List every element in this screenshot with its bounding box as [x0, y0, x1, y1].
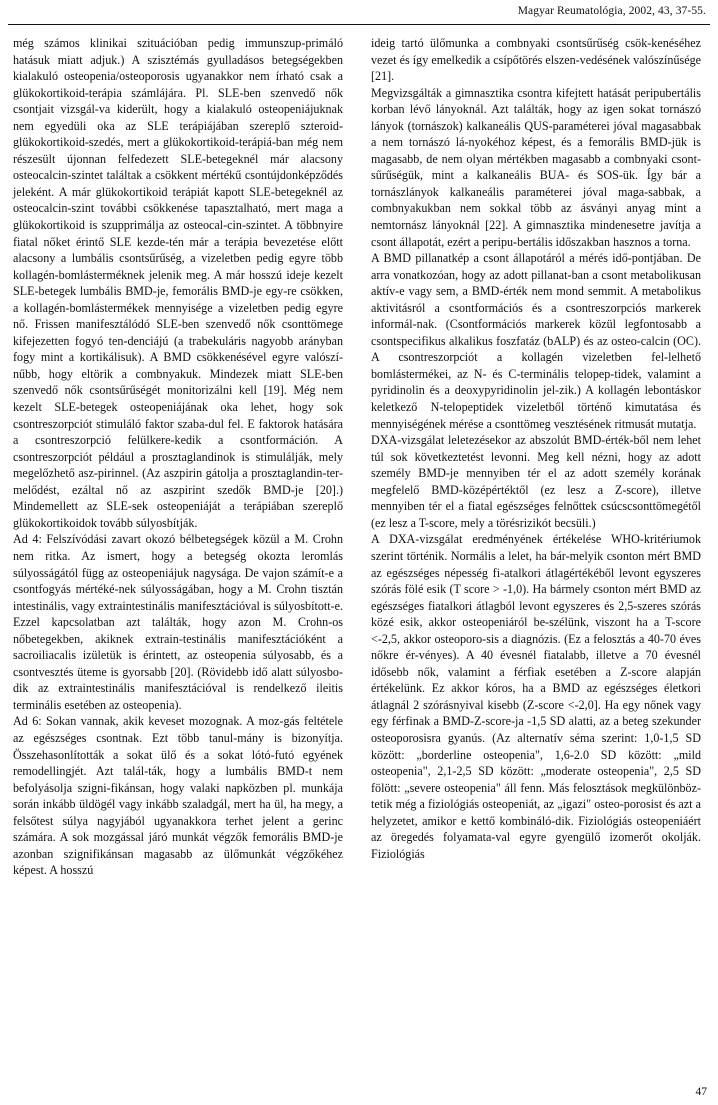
header-rule: [8, 24, 710, 25]
right-paragraph-4: DXA-vizsgálat leletezésekor az abszolút BMD-érték-ből nem lehet túl sok következtetést levonni. Meg kell nézni, hogy az adott személy BMD-je mennyiben tér el az adott személy korának megfelelő BMD-középértéktől (ez lesz a Z-score), illetve mennyiben tér el a fiatal egészséges felnőttek csúcscsonttömegétől (ez lesz a T-score, mely a törésrizikót becsüli.): [371, 433, 701, 530]
right-paragraph-3: A BMD pillanatkép a csont állapotáról a mérés idő-pontjában. De arra vonatkozóan, hogy az adott pillanat-ban a csont metabolikusan aktív-e vagy sem, a BMD-érték nem mond semmit. A metabolikus aktivitásról a csontformációs és a csontreszorpciós markerek informál-nak. (Csontformációs markerek közül legfontosabb a csontspecifikus alkalikus foszfatáz (bALP) és az osteo-calcin (OC). A csontreszorpciót a kollagén vizeletben fel-lelhető bomlástermékei, az N- és C-terminális telopep-tidek, valamint a pyridinolin és a deoxypyridinolin jel-zik.) A kollagén lebontáskor keletkező N-telopeptidek vizeletből történő kimutatása és mennyiségének mérése a csonttömeg vesztésének ritmusát mutatja.: [371, 251, 701, 431]
right-paragraph-5: A DXA-vizsgálat eredményének értékelése WHO-kritériumok szerint történik. Normális a lelet, ha bár-melyik csonton mért BMD az egészséges népesség fi-atalkori átlagértékéből levont egyszeres szórás fölé esik (T score > -1,0). Ha bármely csonton mért BMD az egészséges fiatalkori átlagból levont egyszeres és 2,5-szeres szórás közé esik, akkor osteopeniáról be-szélünk, viszont ha a T-score <-2,5, akkor osteoporo-sis a diagnózis. (Ez a felosztás a 40-70 éves nőkre ér-vényes). A 40 évesnél fiatalabb, illetve a 70 évesnél idősebb nők, valamint a férfiak esetében a Z-score alapján értékelünk. Ez akkor kóros, ha a BMD az egészséges életkori átlagnál 2 szórásnyival kisebb (Z-score <-2,0]. Ha egy nőnek vagy egy férfinak a BMD-Z-score-ja -1,5 SD alatti, az a beteg szekunder osteoporosisra gyanús. (Az alternatív séma szerint: 1,0-1,5 SD között: „borderline osteopenia", 1,6-2.0 SD között: „mild osteopenia", 2,1-2,5 SD között: „moderate osteopenia", 2,5 SD fölött: „severe osteopenia" áll fenn. Más felosztások megkülönböz-tetik még a fiziológiás osteopeniát, az „igazi" osteo-porosist és azt a helyzetet, amikor e kettő kombináló-dik. Fiziológiás osteopeniáért az öregedés folyamata-val egyre gyengülő izomerőt okolják. Fiziológiás: [371, 532, 701, 861]
page-number: 47: [695, 1086, 707, 1098]
left-column: [13, 35, 343, 879]
right-column: [371, 35, 701, 862]
right-paragraph-1: ideig tartó ülőmunka a combnyaki csontsűrűség csök-kenéséhez vezet és így emelkedik a csípőtörés elszen-vedésének valószínűsége [21].: [371, 36, 701, 84]
right-paragraph-2: Megvizsgálták a gimnasztika csontra kifejtett hatását peripubertális korban lévő lányoknál. Azt találták, hogy az igen sokat tornászó lányok (tornászok) kalkaneális QUS-paraméterei jóval magasabbak a nem tornászó lá-nyokéhoz képest, és a femorális BMD-jük is magasabb, de nem olyan mértékben magasabb a combnyaki csont-sűrűségük, mint a kalkaneális BUA- és SOS-ük. Így bár a tornászlányok kalkaneális paraméterei jóval maga-sabbak, a combnyakukban nem sokkal több az ásványi anyag mint a nemtornász lányoknál [22]. A gimnasztika mindenesetre javítja a csont állapotát, ezért a peripu-bertális időszakban hasznos a torna.: [371, 85, 701, 249]
left-paragraph-2: Ad 4: Felszívódási zavart okozó bélbetegségek közül a M. Crohn nem ritka. Az ismert, hogy a betegség okozta leromlás súlyosságától függ az osteopeniájuk nagysága. De vajon számít-e a csontfogyás mértéké-nek súlyosságában, hogy a M. Crohn tisztán intestinális, vagy extraintestinális manifesztációval is súlyosbított-e. Ezzel kapcsolatban azt találták, hogy azon M. Crohn-os nőbetegekben, akiknek extrain-testinális manifesztációként a sacroiliacalis izületük is érintett, az osteopenia súlyosabb, és a csontvesztés üteme is gyorsabb [20]. (Rövidebb idő alatt súlyosbo-dik az extraintestinális manifesztációval is rendelkező ileitis terminális esetében az osteopenia).: [13, 532, 343, 712]
running-header-citation: Magyar Reumatológia, 2002, 43, 37-55.: [517, 5, 706, 17]
left-paragraph-3: Ad 6: Sokan vannak, akik keveset mozognak. A moz-gás feltétele az egészséges csontnak. Ezt több tanul-mány is bizonyítja. Összehasonlították a sokat ülő és a sokat lótó-futó egyének remodellingjét. Azt talál-ták, hogy a lumbális BMD-t nem befolyásolja szigni-fikánsan, hogy valaki napközben pl. munkája során inkább üldögél vagy inkább szaladgál, mert ha ül, ha megy, a felsőtest súlya nagyjából ugyanakkora terhet jelent a gerinc számára. A sok mozgással járó munkát végzők femorális BMD-je azonban szignifikánsan magasabb az ülőmunkát végzőkéhez képest. A hosszú: [13, 714, 343, 878]
left-paragraph-1: még számos klinikai szituációban pedig immunszup-primáló hatásuk miatt adjuk.) A szisztémás gyulladásos betegségekben kialakuló osteopenia/osteoporosis ugyanakkor nem írható csak a glükokortikoid-terápia számlájára. Pl. SLE-ben szenvedő nők csontjait vizsgál-va kiderült, hogy a kialakuló osteopeniájuknak nem egyedüli oka az SLE terápiájában szereplő szteroid-glükokortikoid-szedés, mert a glükokortikoid-terápiá-ban még nem részesült újonnan felfedezett SLE-betegeknél már alacsony osteocalcin-szintet találtak a csökkent mértékű csontújdonképződés jeleként. A már glükokortikoid terápiát kapott SLE-betegeknél az osteocalcin-szint további csökkenése tapasztalható, mert maga a glükokortikoid is szupprimálja az osteocal-cin-szintet. A többnyire fiatal nőket érintő SLE kezde-tén már a terápia bevezetése előtt alacsony a lumbális csontsűrűség, a vizeletben pedig egyre több kollagén-bomlásterméknek jelenik meg. A már hosszú ideje kezelt SLE-betegek lumbális BMD-je, femorális BMD-je egy-re csökken, a kollagén-bomlástermékek mennyisége a vizeletben pedig egyre nő. Frissen manifesztálódó SLE-ben szenvedő nők csonttömege kifejezetten fogyó ten-denciájú (a trabekuláris nagyobb arányban fogy mint a kortikálisuk). A BMD csökkenésével egyre valószí-nűbb, hogy eltörik a combnyakuk. Mindezek miatt SLE-ben szenvedő nők csontsűrűségét monitorizálni kell [19]. Még nem kezelt SLE-betegek osteopeniájának oka lehet, hogy sok csontreszorpciót stimuláló faktor szaba-dul fel. E faktorok hatására a csontreszorpció felülkere-kedik a csontformáción. A csontreszorpciót például a prosztaglandinok is stimulálják, mely megelőzhető asz-pirinnel. (Az aszpirin gátolja a prosztaglandin-ter-melődést, ezáltal nő az aszpirint szedők BMD-je [20].) Mindemellett az SLE-sek osteopeniáját a terápiában szereplő glükokortikoidok tovább súlyosbítják.: [13, 36, 343, 530]
